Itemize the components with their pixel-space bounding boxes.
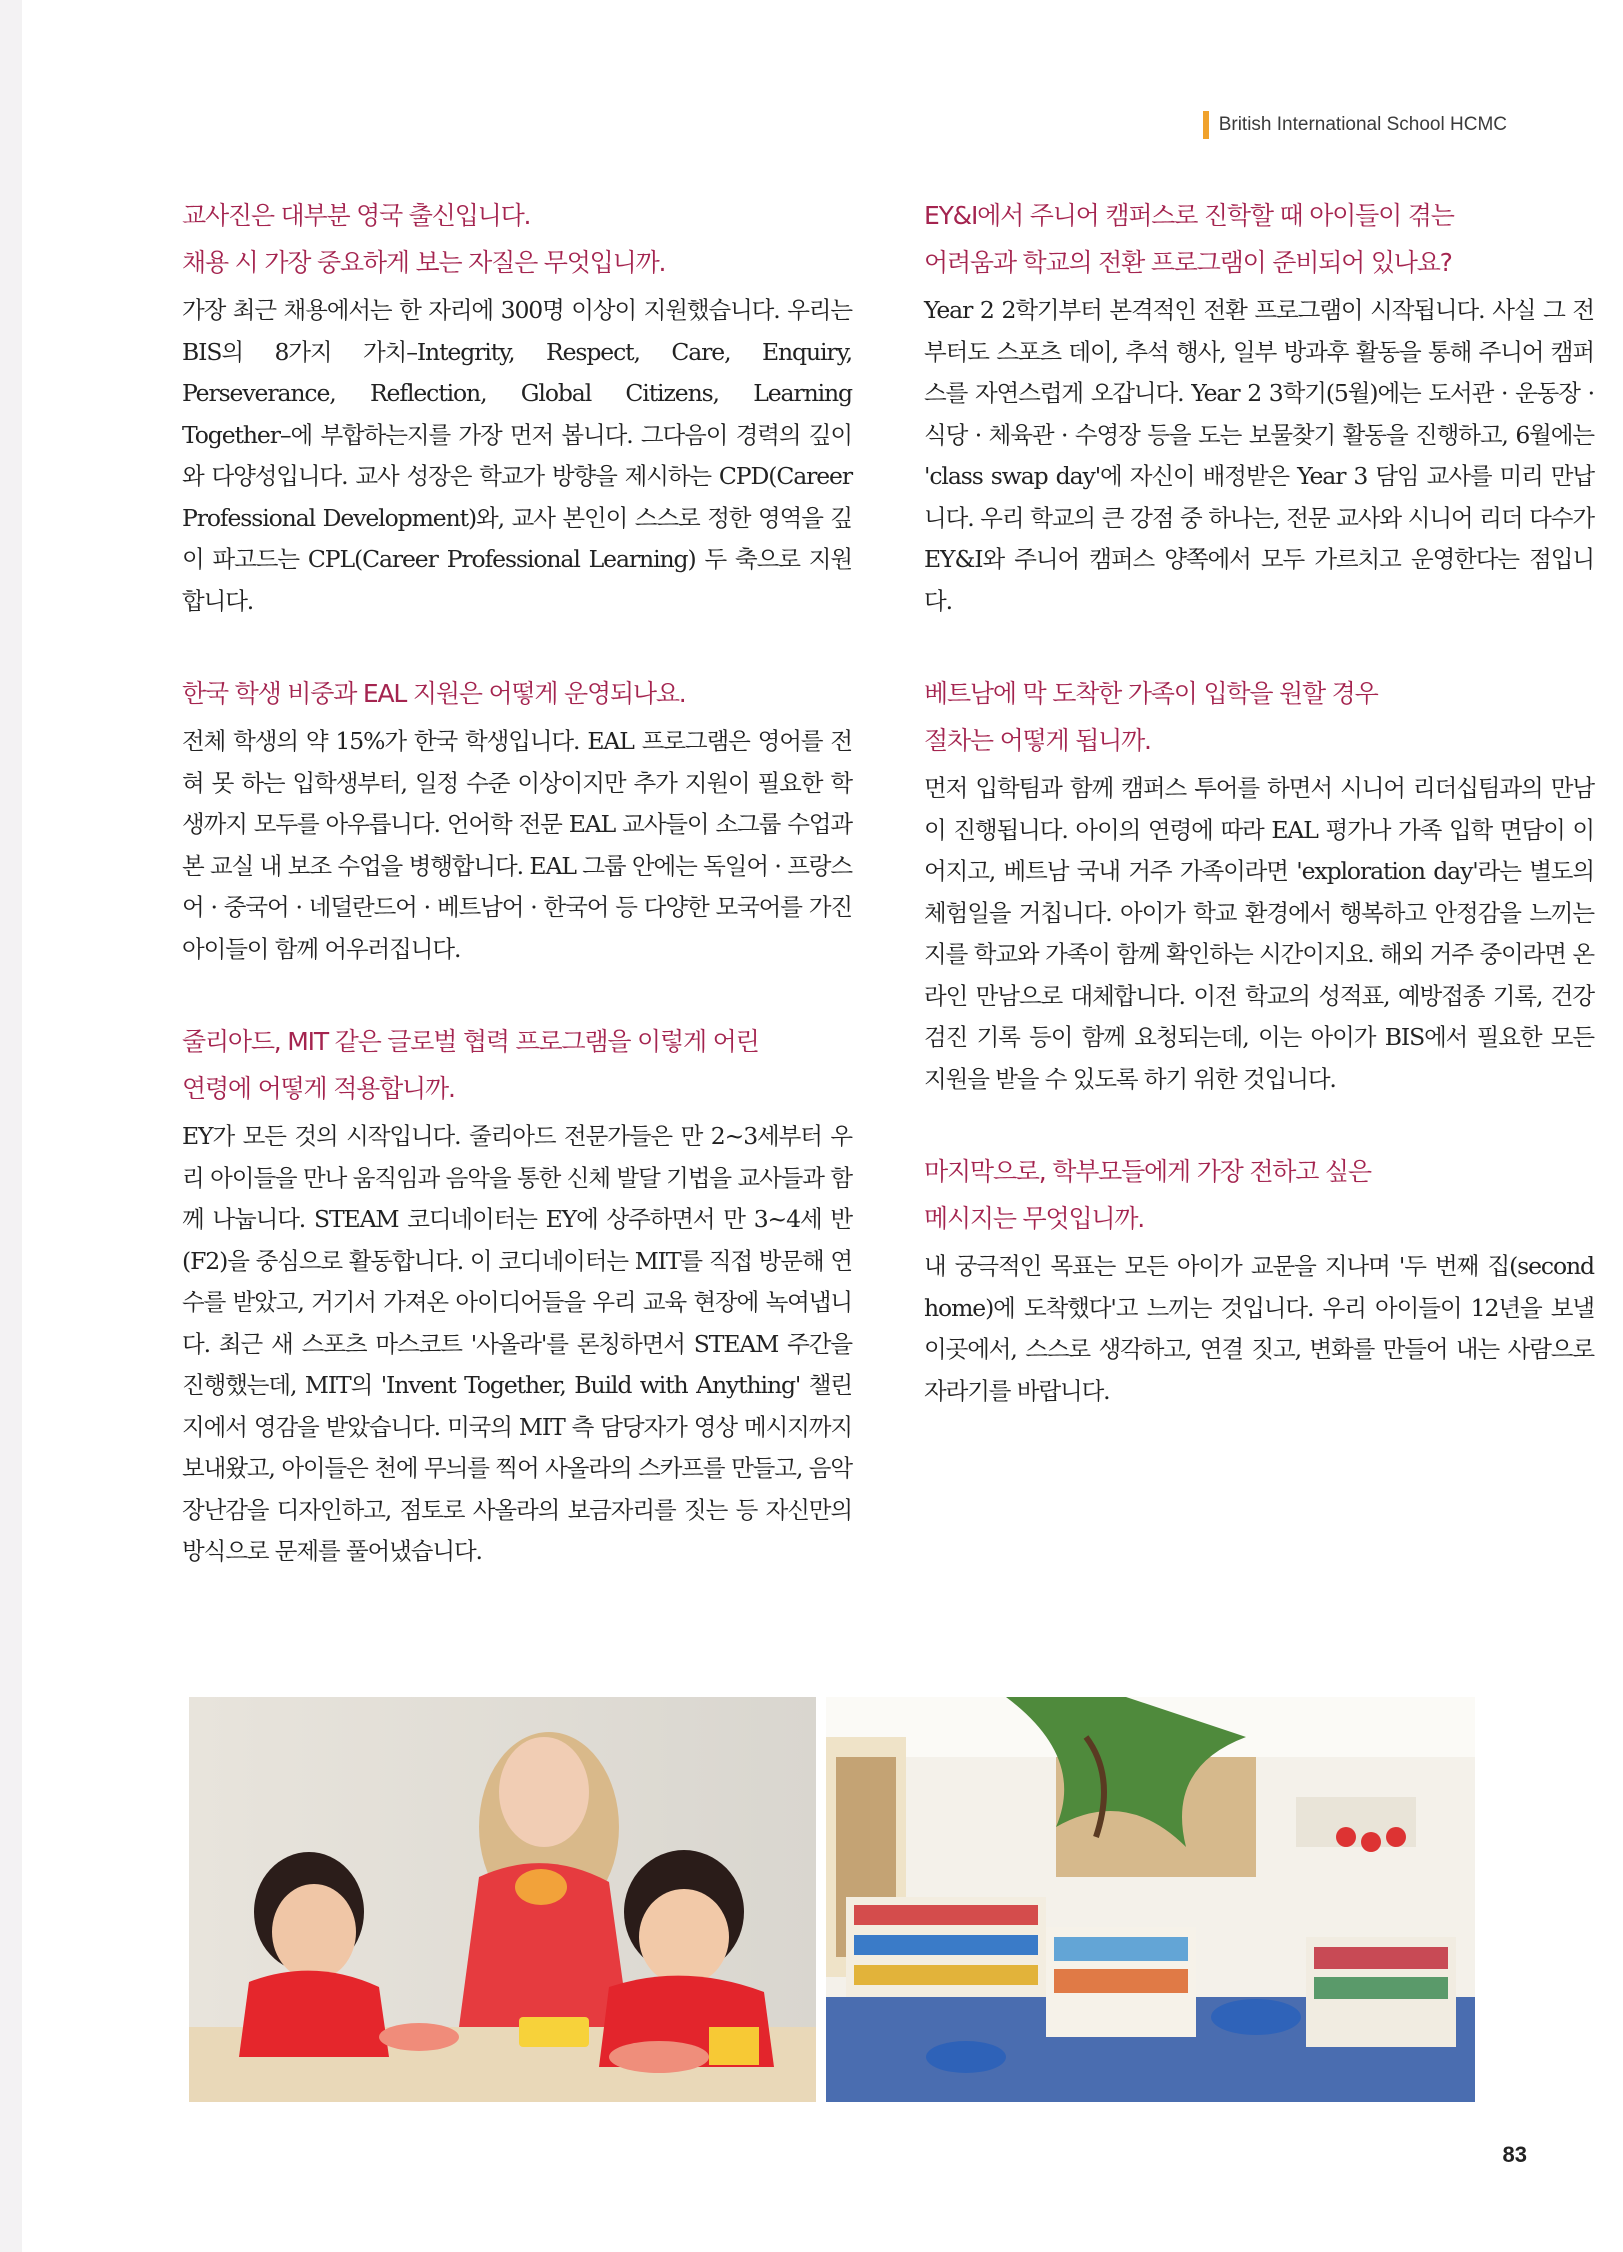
question-line: 채용 시 가장 중요하게 보는 자질은 무엇입니까. — [182, 248, 666, 277]
running-header — [1203, 111, 1507, 139]
library-photo — [826, 1697, 1475, 2102]
question-heading — [182, 192, 852, 286]
question-line: 교사진은 대부분 영국 출신입니다. — [182, 201, 531, 230]
header-accent-bar — [1203, 111, 1209, 139]
question-heading — [924, 192, 1594, 286]
question-heading — [924, 670, 1594, 764]
qa-section — [182, 1018, 852, 1573]
answer-paragraph: EY가 모든 것의 시작입니다. 줄리아드 전문가들은 만 2~3세부터 우리 아이들을 만나 움직임과 음악을 통한 신체 발달 기법을 교사들과 함께 나눕니다. STEAM 코디네이터는 EY에 상주하면서 만 3~4세 반(F2)을 중심으로 활동합니다. 이 코디네이터는 MIT를 직접 방문해 연수를 받았고, 거기서 가져온 아이디어들을 우리 교육 현장에 녹여냅니다. 최근 새 스포츠 마스코트 '사올라'를 론칭하면서 STEAM 주간을 진행했는데, MIT의 'Invent Together, Build with Anything' 챌린지에서 영감을 받았습니다. 미국의 MIT 측 담당자가 영상 메시지까지 보내왔고, 아이들은 천에 무늬를 찍어 사올라의 스카프를 만들고, 음악 장난감을 디자인하고, 점토로 사올라의 보금자리를 짓는 등 자신만의 방식으로 문제를 풀어냈습니다. — [182, 1122, 852, 1565]
question-line: 메시지는 무엇입니까. — [924, 1204, 1145, 1233]
question-line: 어려움과 학교의 전환 프로그램이 준비되어 있나요? — [924, 248, 1452, 277]
question-line: 연령에 어떻게 적용합니까. — [182, 1074, 455, 1103]
answer-paragraph: 전체 학생의 약 15%가 한국 학생입니다. EAL 프로그램은 영어를 전혀 못 하는 입학생부터, 일정 수준 이상이지만 추가 지원이 필요한 학생까지 모두를 아우릅니다. 언어학 전문 EAL 교사들이 소그룹 수업과 본 교실 내 보조 수업을 병행합니다. EAL 그룹 안에는 독일어 · 프랑스어 · 중국어 · 네덜란드어 · 베트남어 · 한국어 등 다양한 모국어를 가진 아이들이 함께 어우러집니다. — [182, 727, 852, 963]
photo-strip — [189, 1697, 1475, 2102]
answer-paragraph: 가장 최근 채용에서는 한 자리에 300명 이상이 지원했습니다. 우리는 BIS의 8가지 가치–Integrity, Respect, Care, Enquiry, Perseverance, Reflection, Global Citizens, Learning Together–에 부합하는지를 가장 먼저 봅니다. 그다음이 경력의 깊이와 다양성입니다. 교사 성장은 학교가 방향을 제시하는 CPD(Career Professional Development)와, 교사 본인이 스스로 정한 영역을 깊이 파고드는 CPL(Career Professional Learning) 두 축으로 지원합니다. — [182, 296, 852, 615]
question-line: 절차는 어떻게 됩니까. — [924, 726, 1151, 755]
answer-paragraph: Year 2 2학기부터 본격적인 전환 프로그램이 시작됩니다. 사실 그 전부터도 스포츠 데이, 추석 행사, 일부 방과후 활동을 통해 주니어 캠퍼스를 자연스럽게 오갑니다. Year 2 3학기(5월)에는 도서관 · 운동장 · 식당 · 체육관 · 수영장 등을 도는 보물찾기 활동을 진행하고, 6월에는 'class swap day'에 자신이 배정받은 Year 3 담임 교사를 미리 만납니다. 우리 학교의 큰 강점 중 하나는, 전문 교사와 시니어 리더 다수가 EY&I와 주니어 캠퍼스 양쪽에서 모두 가르치고 운영한다는 점입니다. — [924, 296, 1594, 615]
qa-section — [924, 670, 1594, 1100]
question-heading — [182, 1018, 852, 1112]
classroom-playdough-photo — [189, 1697, 816, 2102]
page-number: 83 — [1502, 2142, 1527, 2167]
answer-paragraph: 내 궁극적인 목표는 모든 아이가 교문을 지나며 '두 번째 집(second home)에 도착했다'고 느끼는 것입니다. 우리 아이들이 12년을 보낼 이곳에서, 스스로 생각하고, 연결 짓고, 변화를 만들어 내는 사람으로 자라기를 바랍니다. — [924, 1252, 1594, 1405]
question-line: EY&I에서 주니어 캠퍼스로 진학할 때 아이들이 겪는 — [924, 201, 1454, 230]
answer-paragraph: 먼저 입학팀과 함께 캠퍼스 투어를 하면서 시니어 리더십팀과의 만남이 진행됩니다. 아이의 연령에 따라 EAL 평가나 가족 입학 면담이 이어지고, 베트남 국내 거주 가족이라면 'exploration day'라는 별도의 체험일을 거칩니다. 아이가 학교 환경에서 행복하고 안정감을 느끼는지를 학교와 가족이 함께 확인하는 시간이지요. 해외 거주 중이라면 온라인 만남으로 대체합니다. 이전 학교의 성적표, 예방접종 기록, 건강검진 기록 등이 함께 요청되는데, 이는 아이가 BIS에서 필요한 모든 지원을 받을 수 있도록 하기 위한 것입니다. — [924, 774, 1594, 1093]
qa-section — [924, 192, 1594, 622]
qa-section — [924, 1148, 1594, 1412]
question-heading — [182, 670, 852, 717]
question-heading — [924, 1148, 1594, 1242]
question-line: 줄리아드, MIT 같은 글로벌 협력 프로그램을 이렇게 어린 — [182, 1027, 759, 1056]
right-column — [924, 192, 1594, 1460]
magazine-page — [22, 0, 1623, 2252]
school-name: British International School HCMC — [1218, 114, 1507, 135]
question-line: 베트남에 막 도착한 가족이 입학을 원할 경우 — [924, 679, 1378, 708]
question-line: 한국 학생 비중과 EAL 지원은 어떻게 운영되나요. — [182, 679, 686, 708]
qa-section — [182, 192, 852, 622]
question-line: 마지막으로, 학부모들에게 가장 전하고 싶은 — [924, 1157, 1371, 1186]
qa-section — [182, 670, 852, 970]
left-column — [182, 192, 852, 1621]
